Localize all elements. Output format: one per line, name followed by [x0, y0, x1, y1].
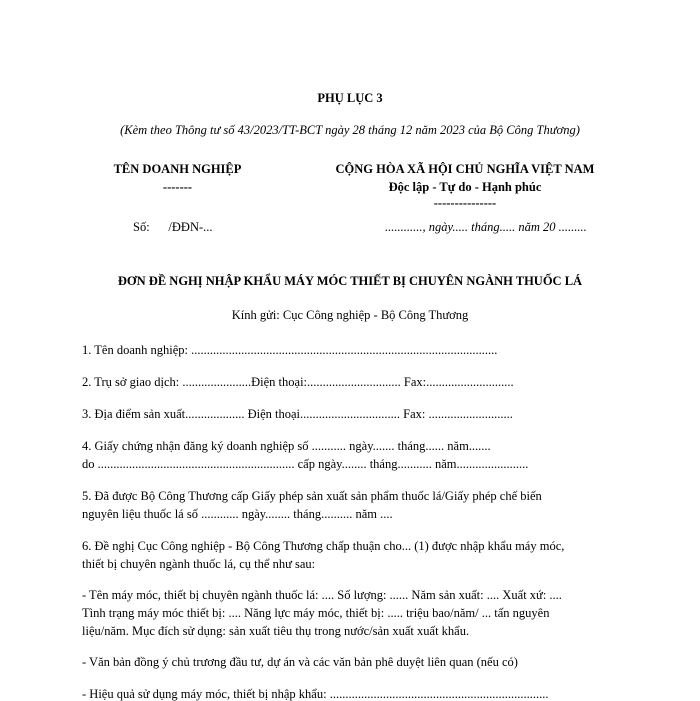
company-name-label: TÊN DOANH NGHIỆP	[113, 162, 242, 176]
company-dashes: -------	[162, 180, 193, 194]
item-3-production-site: 3. Địa điểm sản xuất................... Điện thoại................................ Fax: ...........................	[82, 407, 513, 421]
bullet-investment-approval: - Văn bản đồng ý chủ trương đầu tư, dự án và các văn bản phê duyệt liên quan (nếu có)	[82, 655, 518, 669]
appendix-title: PHỤ LỤC 3	[317, 91, 383, 105]
document-number: Số: /ĐĐN-...	[133, 220, 213, 234]
bullet-machine-details: - Tên máy móc, thiết bị chuyên ngành thuốc lá: .... Số lượng: ...... Năm sản xuất: .... Xuất xứ: ....	[82, 588, 562, 602]
item-5-continuation: nguyên liệu thuốc lá số ............ ngày........ tháng.......... năm ....	[82, 507, 393, 521]
country-name: CỘNG HÒA XÃ HỘI CHỦ NGHĨA VIỆT NAM	[335, 162, 595, 176]
item-1-company-name: 1. Tên doanh nghiệp: ..................................................................................................	[82, 343, 498, 357]
appendix-subtitle: (Kèm theo Thông tư số 43/2023/TT-BCT ngày 28 tháng 12 năm 2023 của Bộ Công Thương)	[120, 123, 580, 137]
item-6-continuation: thiết bị chuyên ngành thuốc lá, cụ thể như sau:	[82, 557, 316, 571]
bullet-machine-details-line3: liệu/năm. Mục đích sử dụng: sản xuất tiêu thụ trong nước/sản xuất xuất khẩu.	[82, 624, 470, 638]
national-motto: Độc lập - Tự do - Hạnh phúc	[388, 180, 542, 194]
bullet-machine-details-line2: Tình trạng máy móc thiết bị: .... Năng lực máy móc, thiết bị: ..... triệu bao/năm/ ... tấn nguyên	[82, 606, 550, 620]
motto-dashes: ---------------	[433, 196, 497, 210]
item-6-request: 6. Đề nghị Cục Công nghiệp - Bộ Công Thương chấp thuận cho... (1) được nhập khẩu máy móc,	[82, 539, 565, 553]
item-5-license: 5. Đã được Bộ Công Thương cấp Giấy phép sản xuất sản phẩm thuốc lá/Giấy phép chế biến	[82, 489, 542, 503]
recipient-line: Kính gửi: Cục Công nghiệp - Bộ Công Thương	[231, 308, 469, 322]
item-4-continuation: do ............................................................... cấp ngày........ tháng........... năm.......................	[82, 457, 529, 471]
document-title: ĐƠN ĐỀ NGHỊ NHẬP KHẨU MÁY MÓC THIẾT BỊ CHUYÊN NGÀNH THUỐC LÁ	[117, 274, 583, 288]
item-2-office: 2. Trụ sở giao dịch: ......................Điện thoại:.............................. Fax:............................	[82, 375, 514, 389]
bullet-usage-efficiency: - Hiệu quả sử dụng máy móc, thiết bị nhập khẩu: ......................................................................	[82, 687, 549, 701]
item-4-business-registration: 4. Giấy chứng nhận đăng ký doanh nghiệp số ........... ngày....... tháng...... năm.......	[82, 439, 491, 453]
date-line: ............, ngày..... tháng..... năm 20 .........	[385, 220, 587, 234]
